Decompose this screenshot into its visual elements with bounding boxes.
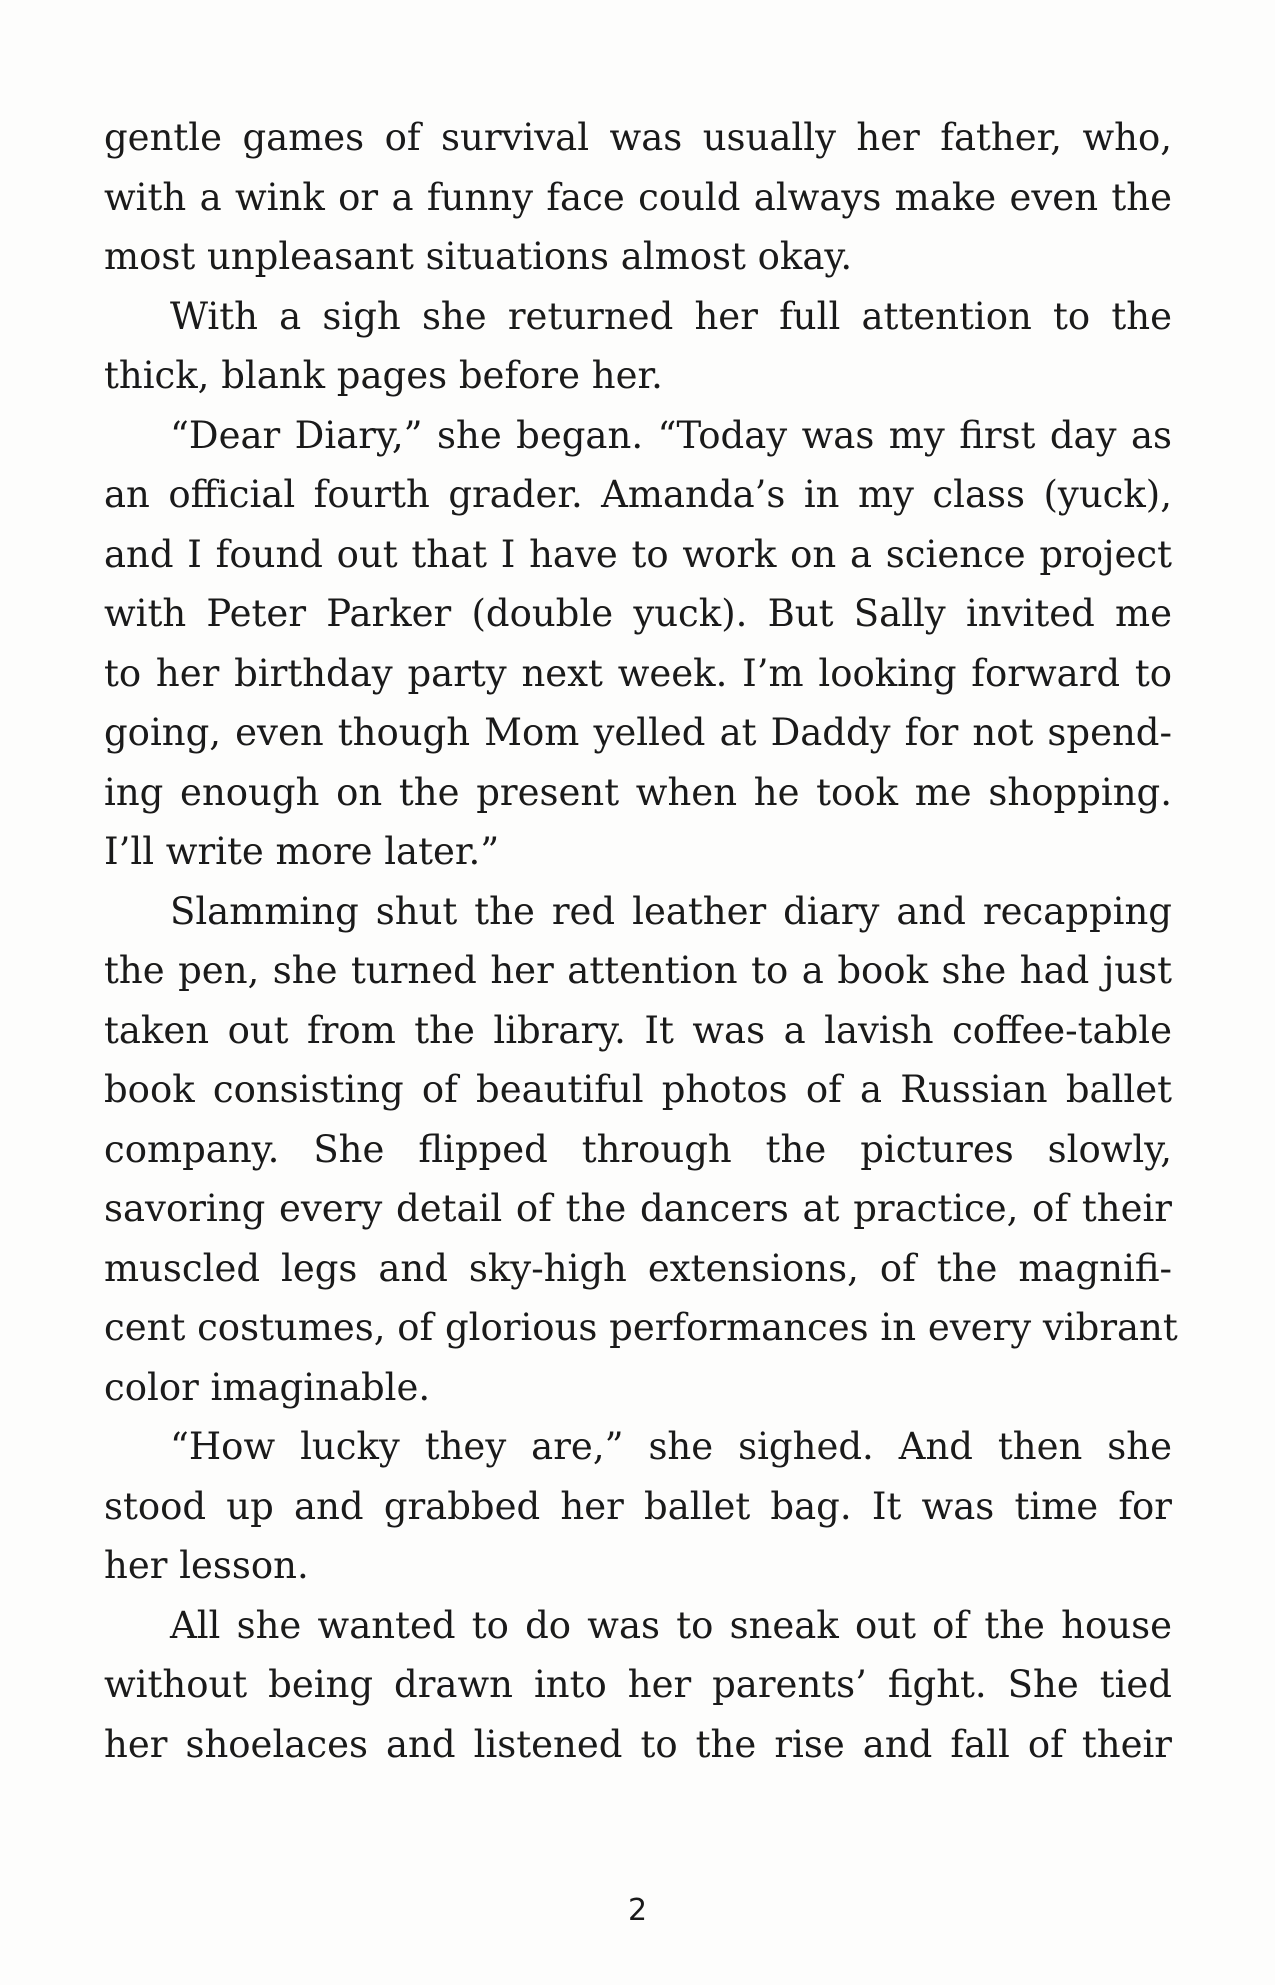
text-line: with Peter Parker (double yuck). But Sally invited me xyxy=(104,592,1172,635)
text-line: cent costumes, of glorious performances in every vibrant xyxy=(104,1306,1178,1349)
text-line: taken out from the library. It was a lavish coffee-table xyxy=(104,1008,1172,1052)
text-line: color imaginable. xyxy=(104,1365,431,1409)
text-line: her lesson. xyxy=(104,1544,309,1587)
text-line: muscled legs and sky-high extensions, of the magnifi- xyxy=(104,1246,1172,1290)
text-line: and I found out that I have to work on a science project xyxy=(104,532,1172,576)
text-line: gentle games of survival was usually her father, who, xyxy=(104,116,1172,159)
text-line: the pen, she turned her attention to a book she had just xyxy=(104,949,1172,992)
text-line: Slamming shut the red leather diary and recapping xyxy=(170,889,1172,933)
page-number: 2 xyxy=(627,1893,648,1928)
text-line: her shoelaces and listened to the rise and fall of their xyxy=(104,1722,1172,1766)
body-text xyxy=(104,108,1178,1774)
text-line: without being drawn into her parents’ fight. She tied xyxy=(104,1663,1172,1706)
text-line: ing enough on the present when he took me shopping. xyxy=(104,770,1172,814)
text-line: “How lucky they are,” she sighed. And then she xyxy=(170,1425,1172,1468)
text-line: stood up and grabbed her ballet bag. It was time for xyxy=(104,1484,1172,1528)
text-line: “Dear Diary,” she began. “Today was my first day as xyxy=(170,413,1172,457)
text-line: with a wink or a funny face could always make even the xyxy=(104,175,1172,219)
text-line: book consisting of beautiful photos of a Russian ballet xyxy=(104,1068,1172,1111)
text-line: All she wanted to do was to sneak out of the house xyxy=(170,1603,1172,1647)
text-line: most unpleasant situations almost okay. xyxy=(104,235,853,278)
text-line: savoring every detail of the dancers at practice, of their xyxy=(104,1187,1172,1230)
text-line: thick, blank pages before her. xyxy=(104,354,663,397)
text-line: to her birthday party next week. I’m looking forward to xyxy=(104,651,1172,695)
text-line: I’ll write more later.” xyxy=(104,830,500,873)
text-line: going, even though Mom yelled at Daddy for not spend- xyxy=(104,711,1172,754)
text-line: With a sigh she returned her full attention to the xyxy=(170,294,1172,338)
text-line: an official fourth grader. Amanda’s in my class (yuck), xyxy=(104,473,1172,516)
text-line: company. She flipped through the pictures slowly, xyxy=(104,1127,1172,1171)
